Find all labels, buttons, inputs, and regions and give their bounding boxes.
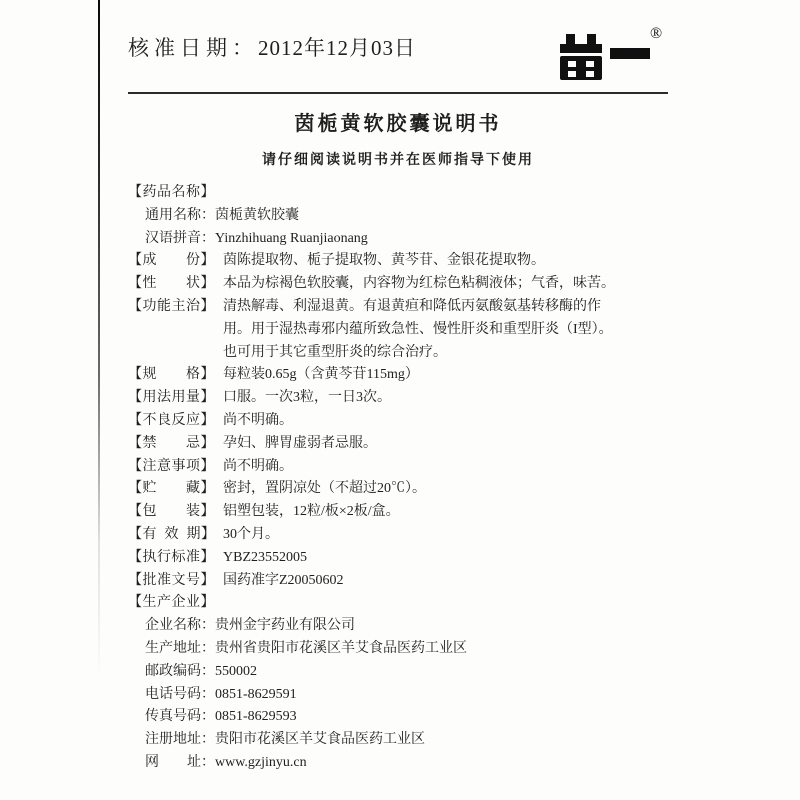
yi-glyph-bar [610, 48, 650, 59]
generic-name-line: 通用名称：茵栀黄软胶囊 [145, 207, 299, 223]
functions-text [223, 296, 613, 364]
miao-field-block [560, 56, 602, 80]
row-adverse-reactions [128, 410, 668, 433]
row-spec [128, 364, 668, 387]
ingredients-label: 【成 份】 [128, 253, 215, 269]
scanned-page-edge [98, 0, 100, 680]
approval-date-value: 2012年12月03日 [258, 36, 416, 60]
dosage-text: 口服。一次3粒，一日3次。 [223, 390, 391, 406]
row-dosage [128, 387, 668, 410]
usage-notice: 请仔细阅读说明书并在医师指导下使用 [262, 151, 534, 167]
validity-label: 【有 效 期】 [128, 526, 216, 542]
approval-date-line [128, 26, 416, 62]
leaflet-body [128, 182, 668, 775]
manufacturer-postcode-line: 邮政编码：550002 [145, 663, 257, 679]
manufacturer-company-line: 企业名称：贵州金宇药业有限公司 [145, 618, 355, 634]
approval-number-label: 【批准文号】 [128, 572, 215, 588]
row-manufacturer [128, 592, 668, 615]
description-text: 本品为棕褐色软胶囊，内容物为红棕色粘稠液体；气香，味苦。 [223, 276, 615, 292]
functions-line-2: 用。用于湿热毒邪内蕴所致急性、慢性肝炎和重型肝炎（I型）。 [223, 321, 613, 337]
row-ingredients [128, 250, 668, 273]
miao-glyph-icon [560, 34, 602, 80]
document-title: 茵栀黄软胶囊说明书 [294, 113, 502, 135]
miao-field-window [586, 61, 594, 67]
adverse-reactions-text: 尚不明确。 [223, 412, 293, 428]
spec-text: 每粒装0.65g（含黄芩苷115mg） [223, 367, 419, 383]
manufacturer-label: 【生产企业】 [128, 595, 215, 611]
storage-label: 【贮 藏】 [128, 481, 215, 497]
header [128, 26, 668, 92]
leaflet-content [128, 26, 668, 775]
manufacturer-phone-line: 电话号码：0851-8629591 [145, 686, 297, 702]
row-package [128, 501, 668, 524]
miao-crossbar [560, 44, 602, 53]
row-storage [128, 478, 668, 501]
ingredients-text: 茵陈提取物、栀子提取物、黄芩苷、金银花提取物。 [223, 253, 545, 269]
adverse-reactions-label: 【不良反应】 [128, 412, 215, 428]
pinyin-line: 汉语拼音：Yinzhihuang Ruanjiaonang [145, 230, 368, 246]
miao-field-window [568, 61, 576, 67]
drug-name-label: 【药品名称】 [128, 185, 215, 200]
manufacturer-reg-address-line: 注册地址：贵阳市花溪区羊艾食品医药工业区 [145, 732, 425, 748]
manufacturer-fax-line: 传真号码：0851-8629593 [145, 709, 297, 725]
spec-label: 【规 格】 [128, 367, 215, 383]
precautions-text: 尚不明确。 [223, 458, 293, 474]
functions-line-1: 清热解毒、利湿退黄。有退黄疸和降低丙氨酸氨基转移酶的作 [223, 298, 601, 314]
approval-date-label: 核准日期： [128, 36, 258, 60]
precautions-label: 【注意事项】 [128, 458, 215, 474]
row-description [128, 273, 668, 296]
row-standard [128, 547, 668, 570]
manufacturer-website-line: 网 址：www.gzjinyu.cn [145, 754, 307, 770]
contraindication-label: 【禁 忌】 [128, 435, 215, 451]
miao-field-window [586, 71, 594, 77]
validity-text: 30个月。 [223, 526, 279, 542]
description-label: 【性 状】 [128, 276, 215, 292]
row-validity [128, 524, 668, 547]
approval-number-text: 国药准字Z20050602 [223, 572, 344, 588]
registered-trademark-icon: ® [650, 25, 663, 42]
row-drug-name [128, 182, 668, 205]
package-text: 铝塑包装，12粒/板×2板/盒。 [223, 504, 400, 520]
miao-field-window [568, 71, 576, 77]
package-label: 【包 装】 [128, 504, 215, 520]
row-functions [128, 296, 668, 364]
miaoyi-brand-logo [558, 26, 668, 96]
row-contraindication [128, 433, 668, 456]
row-precautions [128, 456, 668, 479]
storage-text: 密封，置阴凉处（不超过20℃）。 [223, 481, 426, 497]
contraindication-text: 孕妇、脾胃虚弱者忌服。 [223, 435, 377, 451]
manufacturer-address-line: 生产地址：贵州省贵阳市花溪区羊艾食品医药工业区 [145, 640, 467, 656]
functions-label: 【功能主治】 [128, 298, 215, 314]
standard-label: 【执行标准】 [128, 549, 215, 565]
standard-text: YBZ23552005 [223, 549, 307, 565]
functions-line-3: 也可用于其它重型肝炎的综合治疗。 [223, 344, 447, 360]
row-approval-number [128, 570, 668, 593]
dosage-label: 【用法用量】 [128, 390, 215, 406]
